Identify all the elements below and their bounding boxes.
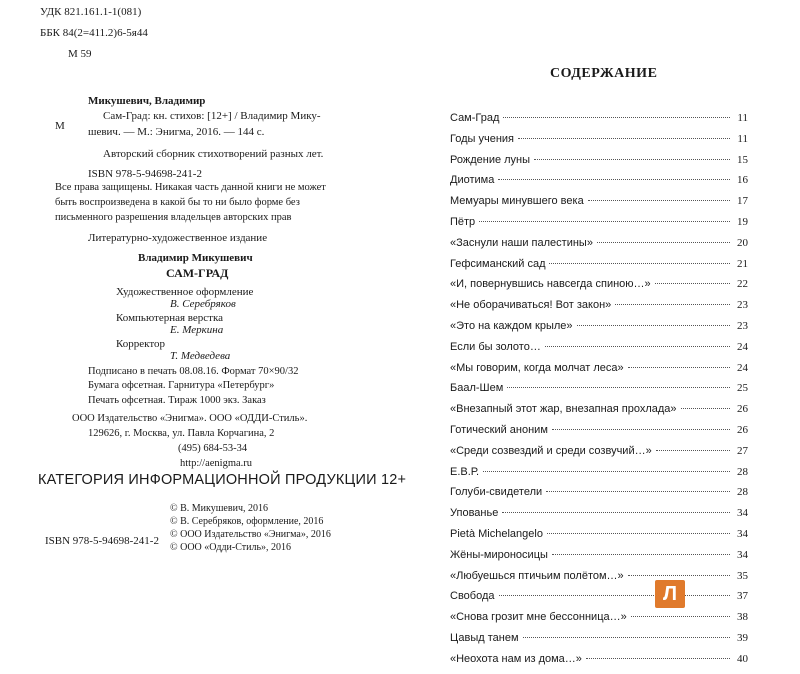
toc-entry-page: 19 bbox=[737, 215, 748, 228]
author-name: Владимир Микушевич bbox=[138, 252, 253, 264]
toc-entry-title: «Неохота нам из дома…» bbox=[450, 652, 582, 665]
toc-leader-dots bbox=[479, 221, 730, 222]
toc-entry-title: Свобода bbox=[450, 590, 495, 603]
toc-entry-title: «Среди созвездий и среди созвучий…» bbox=[450, 444, 652, 457]
toc-entry bbox=[450, 403, 748, 424]
rights-line-1: Все права защищены. Никакая часть данной книги не может bbox=[55, 182, 326, 193]
toc-entry bbox=[450, 632, 748, 653]
toc-entry bbox=[450, 237, 748, 258]
toc-entry-page: 25 bbox=[737, 382, 748, 395]
toc-entry bbox=[450, 528, 748, 549]
info-product-category: КАТЕГОРИЯ ИНФОРМАЦИОННОЙ ПРОДУКЦИИ 12+ bbox=[38, 472, 407, 488]
toc-leader-dots bbox=[503, 117, 730, 118]
credit-role-2: Компьютерная верстка bbox=[116, 312, 224, 324]
toc-entry-page: 11 bbox=[737, 132, 748, 145]
toc-entry bbox=[450, 133, 748, 154]
toc-entry bbox=[450, 195, 748, 216]
toc-entry-page: 37 bbox=[737, 590, 748, 603]
toc-leader-dots bbox=[546, 491, 730, 492]
toc-entry-title: Жёны-мироносицы bbox=[450, 548, 548, 561]
toc-entry-page: 21 bbox=[737, 257, 748, 270]
toc-entry bbox=[450, 507, 748, 528]
toc-entry bbox=[450, 341, 748, 362]
toc-entry-page: 34 bbox=[737, 507, 748, 520]
toc-leader-dots bbox=[615, 304, 730, 305]
toc-entry-title: «И, повернувшись навсегда спиною…» bbox=[450, 278, 651, 291]
publisher-address: 129626, г. Москва, ул. Павла Корчагина, 2 bbox=[88, 428, 275, 439]
udk-code: УДК 821.161.1-1(081) bbox=[40, 6, 142, 18]
toc-entry-title: Pietà Michelangelo bbox=[450, 527, 543, 540]
toc-heading: СОДЕРЖАНИЕ bbox=[550, 66, 658, 81]
toc-entry-page: 28 bbox=[737, 486, 748, 499]
copyright-2: © В. Серебряков, оформление, 2016 bbox=[170, 516, 324, 527]
toc-entry bbox=[450, 611, 748, 632]
toc-entry bbox=[450, 362, 748, 383]
toc-entry-page: 15 bbox=[737, 153, 748, 166]
toc-entry bbox=[450, 258, 748, 279]
copyright-1: © В. Микушевич, 2016 bbox=[170, 503, 268, 514]
toc-entry bbox=[450, 216, 748, 237]
imprint-page bbox=[0, 0, 407, 617]
toc-entry-page: 39 bbox=[737, 631, 748, 644]
credit-person-2: Е. Меркина bbox=[170, 324, 224, 336]
toc-entry-page: 28 bbox=[737, 465, 748, 478]
toc-leader-dots bbox=[656, 450, 730, 451]
toc-leader-dots bbox=[577, 325, 730, 326]
toc-entry bbox=[450, 570, 748, 591]
toc-leader-dots bbox=[681, 408, 730, 409]
toc-leader-dots bbox=[507, 387, 730, 388]
copyright-4: © ООО «Одди-Стиль», 2016 bbox=[170, 542, 292, 553]
credit-role-3: Корректор bbox=[116, 338, 166, 350]
toc-entry-title: Если бы золото… bbox=[450, 340, 541, 353]
isbn-mid: ISBN 978-5-94698-241-2 bbox=[88, 168, 202, 180]
annotation: Авторский сборник стихотворений разных лет. bbox=[103, 148, 324, 160]
toc-leader-dots bbox=[483, 471, 730, 472]
contents-page bbox=[400, 0, 800, 665]
author-mark: М 59 bbox=[68, 48, 92, 60]
toc-leader-dots bbox=[502, 512, 730, 513]
toc-entry-page: 20 bbox=[737, 236, 748, 249]
toc-entry-page: 34 bbox=[737, 527, 748, 540]
publisher-phone: (495) 684-53-34 bbox=[178, 443, 248, 454]
toc-entry bbox=[450, 320, 748, 341]
print-info-1: Подписано в печать 08.08.16. Формат 70×90/32 bbox=[88, 366, 299, 377]
toc-leader-dots bbox=[499, 595, 731, 596]
toc-entry-page: 17 bbox=[737, 195, 748, 208]
toc-leader-dots bbox=[552, 554, 730, 555]
toc-entry-title: Пётр bbox=[450, 215, 476, 228]
toc-leader-dots bbox=[552, 429, 730, 430]
toc-leader-dots bbox=[523, 637, 730, 638]
copyright-3: © ООО Издательство «Энигма», 2016 bbox=[170, 529, 331, 540]
toc-entry-title: Цавыд танем bbox=[450, 631, 519, 644]
toc-entry-title: Годы учения bbox=[450, 132, 515, 145]
toc-entry bbox=[450, 112, 748, 133]
toc-leader-dots bbox=[597, 242, 730, 243]
litres-logo-icon bbox=[655, 580, 685, 608]
toc-entry-page: 40 bbox=[737, 652, 748, 665]
toc-entry-page: 16 bbox=[737, 174, 748, 187]
biblio-line-2: шевич. — М.: Энигма, 2016. — 144 с. bbox=[88, 126, 265, 138]
toc-leader-dots bbox=[549, 263, 730, 264]
biblio-letter: М bbox=[55, 120, 65, 132]
toc-entry-title: «Мы говорим, когда молчат леса» bbox=[450, 361, 624, 374]
toc-entry-title: Баал-Шем bbox=[450, 382, 504, 395]
logo-glyph: Л bbox=[662, 583, 678, 605]
toc-leader-dots bbox=[586, 658, 730, 659]
toc-entry bbox=[450, 549, 748, 570]
toc-entry-page: 34 bbox=[737, 548, 748, 561]
toc-entry-title: Голуби-свидетели bbox=[450, 486, 543, 499]
toc-entry bbox=[450, 653, 748, 674]
toc-entry-page: 11 bbox=[737, 112, 748, 124]
toc-entry-title: «Заснули наши палестины» bbox=[450, 236, 593, 249]
publisher-line-1: ООО Издательство «Энигма». ООО «ОДДИ-Стиль». bbox=[72, 413, 308, 424]
credit-person-3: Т. Медведева bbox=[170, 350, 231, 362]
edition-type: Литературно-художественное издание bbox=[88, 232, 268, 244]
toc-entry-title: Сам-Град bbox=[450, 112, 500, 124]
toc-leader-dots bbox=[655, 283, 730, 284]
toc-entry-title: «Не оборачиваться! Вот закон» bbox=[450, 299, 612, 312]
toc-entry-page: 27 bbox=[737, 444, 748, 457]
toc-entry-title: Гефсиманский сад bbox=[450, 257, 546, 270]
toc-entry-page: 38 bbox=[737, 611, 748, 624]
toc-entry bbox=[450, 174, 748, 195]
toc-entry bbox=[450, 154, 748, 175]
toc-entry-page: 24 bbox=[737, 340, 748, 353]
toc-leader-dots bbox=[547, 533, 730, 534]
toc-entry-title: Е.В.Р. bbox=[450, 465, 480, 478]
toc-entry-title: Диотима bbox=[450, 174, 495, 187]
toc-entry-title: «Снова грозит мне бессонница…» bbox=[450, 611, 627, 624]
biblio-line-1: Сам-Град: кн. стихов: [12+] / Владимир Мику- bbox=[103, 110, 321, 122]
publisher-website: http://aenigma.ru bbox=[180, 458, 253, 469]
toc-entry bbox=[450, 445, 748, 466]
toc-entry-title: «Внезапный этот жар, внезапная прохлада» bbox=[450, 403, 677, 416]
credit-person-1: В. Серебряков bbox=[170, 298, 236, 310]
toc-entry-title: Рождение луны bbox=[450, 153, 531, 166]
toc-entry-page: 22 bbox=[737, 278, 748, 291]
print-info-3: Печать офсетная. Тираж 1000 экз. Заказ bbox=[88, 395, 266, 406]
toc-entry bbox=[450, 382, 748, 403]
toc-leader-dots bbox=[498, 179, 730, 180]
toc-entry-page: 26 bbox=[737, 423, 748, 436]
toc-entry-page: 35 bbox=[737, 569, 748, 582]
toc-entry bbox=[450, 486, 748, 507]
isbn-bottom: ISBN 978-5-94698-241-2 bbox=[45, 535, 159, 547]
toc-leader-dots bbox=[628, 367, 730, 368]
toc-entry-title: Мемуары минувшего века bbox=[450, 195, 584, 208]
bbk-code: ББК 84(2=411.2)6-5я44 bbox=[40, 27, 148, 39]
toc-leader-dots bbox=[588, 200, 730, 201]
toc-entry-page: 23 bbox=[737, 319, 748, 332]
toc-entry-page: 24 bbox=[737, 361, 748, 374]
toc-leader-dots bbox=[518, 138, 730, 139]
print-info-2: Бумага офсетная. Гарнитура «Петербург» bbox=[88, 380, 275, 391]
toc-leader-dots bbox=[534, 159, 730, 160]
toc-entry-page: 23 bbox=[737, 299, 748, 312]
toc-entry bbox=[450, 590, 748, 611]
toc-list bbox=[450, 112, 748, 674]
toc-leader-dots bbox=[628, 575, 730, 576]
toc-entry bbox=[450, 299, 748, 320]
toc-entry-title: «Любуешься птичьим полётом…» bbox=[450, 569, 624, 582]
author-heading: Микушевич, Владимир bbox=[88, 95, 206, 107]
toc-entry bbox=[450, 278, 748, 299]
toc-entry-page: 26 bbox=[737, 403, 748, 416]
toc-entry-title: Готический аноним bbox=[450, 423, 548, 436]
toc-entry-title: «Это на каждом крыле» bbox=[450, 319, 573, 332]
toc-entry bbox=[450, 466, 748, 487]
rights-line-2: быть воспроизведена в какой бы то ни было форме без bbox=[55, 197, 300, 208]
rights-line-3: письменного разрешения владельцев авторских прав bbox=[55, 212, 292, 223]
credit-role-1: Художественное оформление bbox=[116, 286, 254, 298]
toc-entry-title: Упованье bbox=[450, 507, 499, 520]
toc-entry bbox=[450, 424, 748, 445]
book-title: САМ-ГРАД bbox=[166, 266, 229, 280]
toc-leader-dots bbox=[545, 346, 730, 347]
